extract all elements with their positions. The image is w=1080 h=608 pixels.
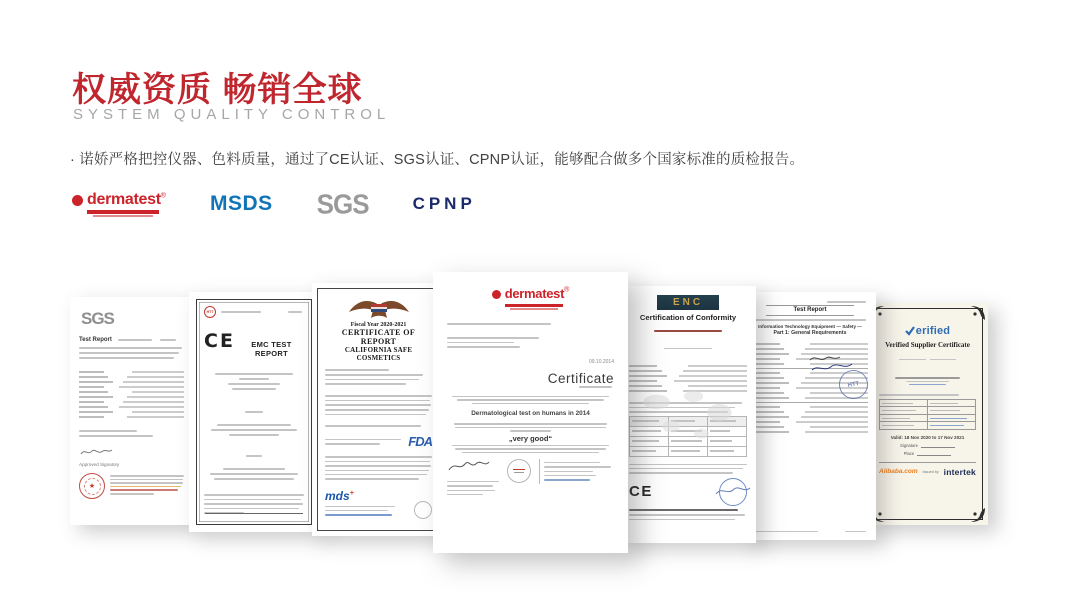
dermatest-tagline <box>93 215 153 217</box>
dermatest-dot-icon <box>492 290 501 299</box>
signature-label: Signature <box>900 442 918 448</box>
world-map-watermark <box>632 381 744 451</box>
registered-mark: ® <box>564 286 570 294</box>
recipient-line <box>447 323 614 325</box>
certificate-date: 09.10.2014 <box>588 359 614 366</box>
sgs-logo: SGS <box>316 187 369 220</box>
emc-report-title: EMC TEST REPORT <box>251 340 292 358</box>
declaration-paragraph <box>629 464 747 474</box>
validity-period: Valid: 18 Nov 2020 to 17 Nov 2021 <box>890 434 965 440</box>
dermatest-wordmark: dermatest <box>504 286 565 301</box>
description-text: · 诺娇严格把控仪器、色料质量，通过了CE认证、SGS认证、CPNP认证，能够配合做多个国家标准的质检报告。 <box>70 152 805 168</box>
result-paragraph <box>447 423 614 432</box>
blue-round-stamp <box>719 478 747 506</box>
ce-mark: CE <box>204 330 235 352</box>
registered-mark: ® <box>160 192 166 200</box>
certificate-enc-conformity <box>620 286 756 543</box>
mds-lab-logo: mds+ <box>325 488 354 503</box>
intertek-logo: intertek <box>943 466 976 477</box>
lab-contact-lines <box>325 506 395 516</box>
signature-scrawl <box>447 459 491 473</box>
dermatest-dot-icon <box>72 195 83 206</box>
report-field-rows <box>79 371 184 418</box>
corner-flourish <box>970 305 986 321</box>
assessment-heading <box>879 394 976 396</box>
assessment-table <box>879 399 976 430</box>
issuer-footer-lines <box>629 514 747 520</box>
page-title: 权威资质 畅销全球 <box>72 71 363 109</box>
part1-general-requirements: Part 1: General Requirements <box>773 329 847 336</box>
check-icon <box>905 326 915 336</box>
closing-lines <box>79 430 184 437</box>
intro-text-lines <box>79 347 184 359</box>
sgs-report-title: Test Report <box>79 337 112 343</box>
place-label: Place <box>903 450 915 456</box>
address-lines <box>447 337 614 348</box>
test-report-title: Test Report <box>766 305 854 316</box>
red-seal-stamp: ★ <box>79 473 105 499</box>
product-model-lines <box>204 373 304 390</box>
htt-logo-icon: HTT <box>204 306 216 318</box>
doctor-signature-block <box>447 459 499 498</box>
certificate-dermatest <box>433 272 628 553</box>
certificate-ce-emc-report <box>189 292 319 532</box>
certificate-heading: Certificate <box>547 371 614 387</box>
manufacturer-line <box>325 425 432 427</box>
product-paragraph <box>447 396 614 405</box>
sgs-cert-logo: SGS <box>81 309 114 328</box>
verified-badge: erified <box>879 325 976 337</box>
standards-line <box>752 319 868 321</box>
page-subtitle: SYSTEM QUALITY CONTROL <box>73 106 391 123</box>
msds-logo: MSDS <box>209 192 273 215</box>
issued-by-label: Issued by <box>922 469 939 474</box>
dermatest-cert-logo <box>492 285 570 310</box>
addressee-lines <box>325 369 432 385</box>
ce-mark: CE <box>629 483 653 501</box>
conformity-title: Certification of Conformity <box>639 313 737 322</box>
enc-logo: ENC <box>657 295 719 310</box>
body-paragraph <box>325 395 432 415</box>
cpnp-logo: CPNP <box>412 194 476 213</box>
htt-blue-stamp: HTT <box>836 367 870 401</box>
certification-logo-row <box>72 186 476 222</box>
issued-by-lines <box>204 468 304 480</box>
signature-scrawl <box>79 447 113 457</box>
report-rows-bottom <box>752 406 868 433</box>
supplier-name-lines <box>879 377 976 385</box>
equipment-safety-line: Information Technology Equipment — Safety — <box>758 323 862 329</box>
dermatological-test-line: Dermatological test on humans in 2014 <box>471 410 590 418</box>
dermatest-round-stamp <box>507 459 531 483</box>
dermatest-logo <box>72 191 166 217</box>
rating-very-good: „very good“ <box>508 433 553 443</box>
note-paragraph <box>204 494 304 514</box>
corner-flourish <box>970 507 986 523</box>
fine-print-block <box>110 473 184 497</box>
certificate-safety-test-report <box>744 292 876 540</box>
statement-lines <box>325 436 404 449</box>
american-eagle-emblem <box>325 296 432 322</box>
closing-paragraph <box>447 445 614 454</box>
certificate-of-report-title: CERTIFICATE OF REPORT <box>341 328 416 346</box>
verified-supplier-title: Verified Supplier Certificate <box>885 341 970 349</box>
fiscal-year-line: Fiscal Year 2020-2021 <box>350 322 407 328</box>
round-stamp <box>414 501 432 519</box>
fda-logo: FDA <box>408 434 432 450</box>
alibaba-logo: Alibaba.com <box>879 468 918 476</box>
california-safe-cosmetics-title: CALIFORNIA SAFE COSMETICS <box>344 346 413 362</box>
fine-print-paragraph <box>325 456 432 479</box>
approved-signatory-label: Approved Signatory <box>79 462 120 467</box>
dermatest-wordmark: dermatest <box>87 191 161 208</box>
dermatest-bar <box>87 210 159 214</box>
certificate-sgs-test-report <box>70 297 193 525</box>
issuer-address-block <box>539 459 614 483</box>
certificate-verified-supplier <box>867 303 988 525</box>
issued-for-lines <box>204 424 304 436</box>
certificate-california-cosmetics <box>312 283 445 536</box>
